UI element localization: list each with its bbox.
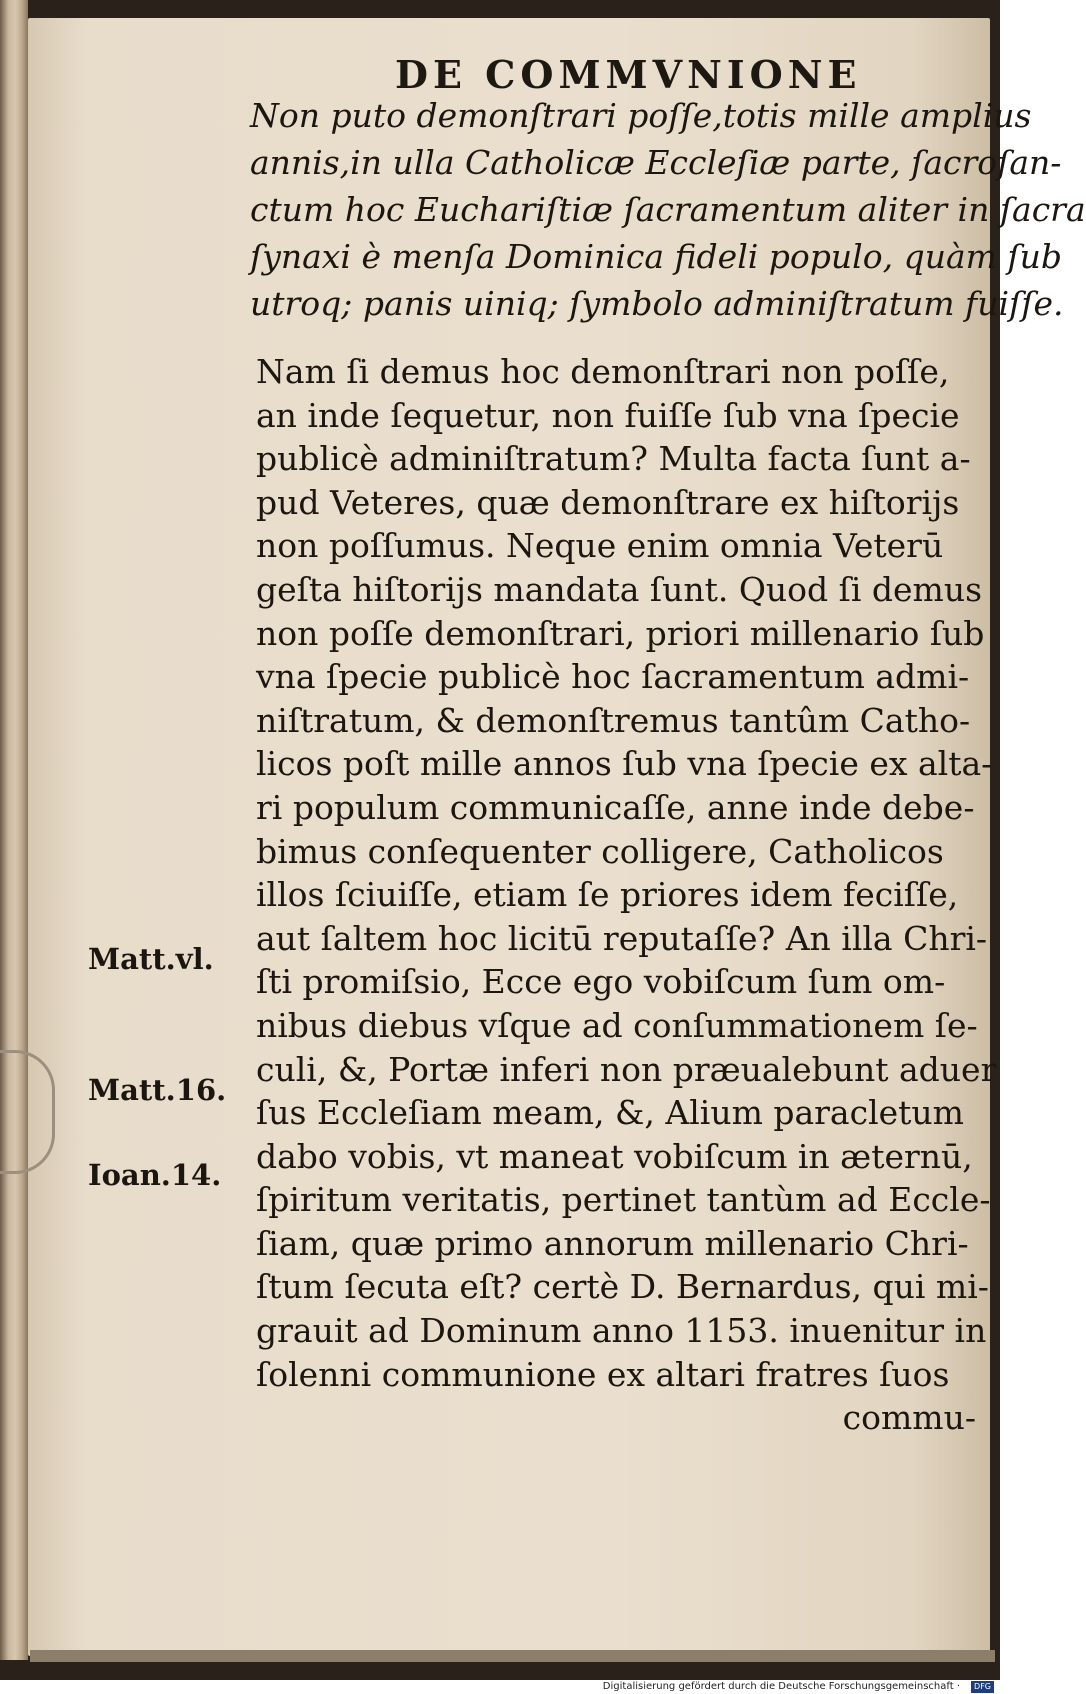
text-line: utroq; panis uiniq; ſymbolo adminiſtratum fuiſſe. bbox=[250, 284, 1064, 323]
text-line: niſtratum, & demonſtremus tantûm Catho- bbox=[256, 700, 971, 740]
text-line: ſti promiſsio, Ecce ego vobiſcum ſum om- bbox=[256, 962, 946, 1002]
text-line: non poſſe demonſtrari, priori millenario ſub bbox=[256, 613, 985, 653]
text-line: ſus Eccleſiam meam, &, Alium paracletum bbox=[256, 1093, 964, 1133]
dfg-logo: DFG bbox=[971, 1681, 994, 1693]
running-header: DE COMMVNIONE bbox=[395, 52, 862, 97]
text-line: ſynaxi è menſa Dominica fideli populo, quàm ſub bbox=[250, 237, 1062, 276]
text-line: publicè adminiſtratum? Multa facta ſunt a- bbox=[256, 439, 971, 479]
page-clip bbox=[0, 1050, 55, 1174]
text-line: aut ſaltem hoc licitū reputaſſe? An illa Chri- bbox=[256, 918, 988, 958]
text-line: geſta hiſtorijs mandata ſunt. Quod ſi demus bbox=[256, 569, 983, 609]
text-line: ſolenni communione ex altari fratres ſuos bbox=[256, 1354, 950, 1394]
text-line: grauit ad Dominum anno 1153. inuenitur in bbox=[256, 1311, 987, 1351]
text-line: Nam ſi demus hoc demonſtrari non poſſe, bbox=[256, 352, 950, 391]
digitization-credit: Digitalisierung gefördert durch die Deutsche Forschungsgemeinschaft · bbox=[0, 1680, 1000, 1694]
text-line: illos ſciuiſſe, etiam ſe priores idem feciſſe, bbox=[256, 875, 959, 915]
body-paragraph bbox=[256, 350, 997, 1440]
text-line: dabo vobis, vt maneat vobiſcum in æternū, bbox=[256, 1136, 973, 1176]
text-line: ctum hoc Euchariſtiæ ſacramentum aliter in ſacra bbox=[250, 190, 1086, 229]
text-line: annis,in ulla Catholicæ Eccleſiæ parte, ſacroſan- bbox=[250, 143, 1062, 182]
text-line: ſiam, quæ primo annorum millenario Chri- bbox=[256, 1223, 969, 1263]
book-spine-edge bbox=[0, 0, 28, 1660]
margin-note-matthew: Matt.vl. bbox=[88, 942, 214, 976]
margin-note-john-14: Ioan.14. bbox=[88, 1158, 222, 1192]
text-line: bimus conſequenter colligere, Catholicos bbox=[256, 831, 944, 871]
italic-paragraph bbox=[250, 92, 1086, 327]
text-line: licos poſt mille annos ſub vna ſpecie ex alta- bbox=[256, 744, 993, 784]
text-line: nibus diebus vſque ad conſummationem ſe- bbox=[256, 1005, 978, 1045]
text-line: ſpiritum veritatis, pertinet tantùm ad Eccle- bbox=[256, 1180, 991, 1220]
margin-note-matthew-16: Matt.16. bbox=[88, 1073, 227, 1107]
text-line: non poſſumus. Neque enim omnia Veterū bbox=[256, 526, 944, 566]
page-bottom-edge bbox=[30, 1650, 995, 1662]
text-line: ri populum communicaſſe, anne inde debe- bbox=[256, 787, 975, 827]
text-line: ſtum ſecuta eſt? certè D. Bernardus, qui mi- bbox=[256, 1267, 989, 1307]
text-line: pud Veteres, quæ demonſtrare ex hiſtorijs bbox=[256, 482, 960, 522]
text-line: culi, &, Portæ inferi non præualebunt aduer bbox=[256, 1049, 997, 1089]
text-line: vna ſpecie publicè hoc ſacramentum admi- bbox=[256, 657, 970, 697]
text-line: an inde ſequetur, non fuiſſe ſub vna ſpecie bbox=[256, 395, 960, 435]
text-line: Non puto demonſtrari poſſe,totis mille amplius bbox=[250, 96, 1032, 135]
catchword: commu- bbox=[842, 1398, 976, 1438]
